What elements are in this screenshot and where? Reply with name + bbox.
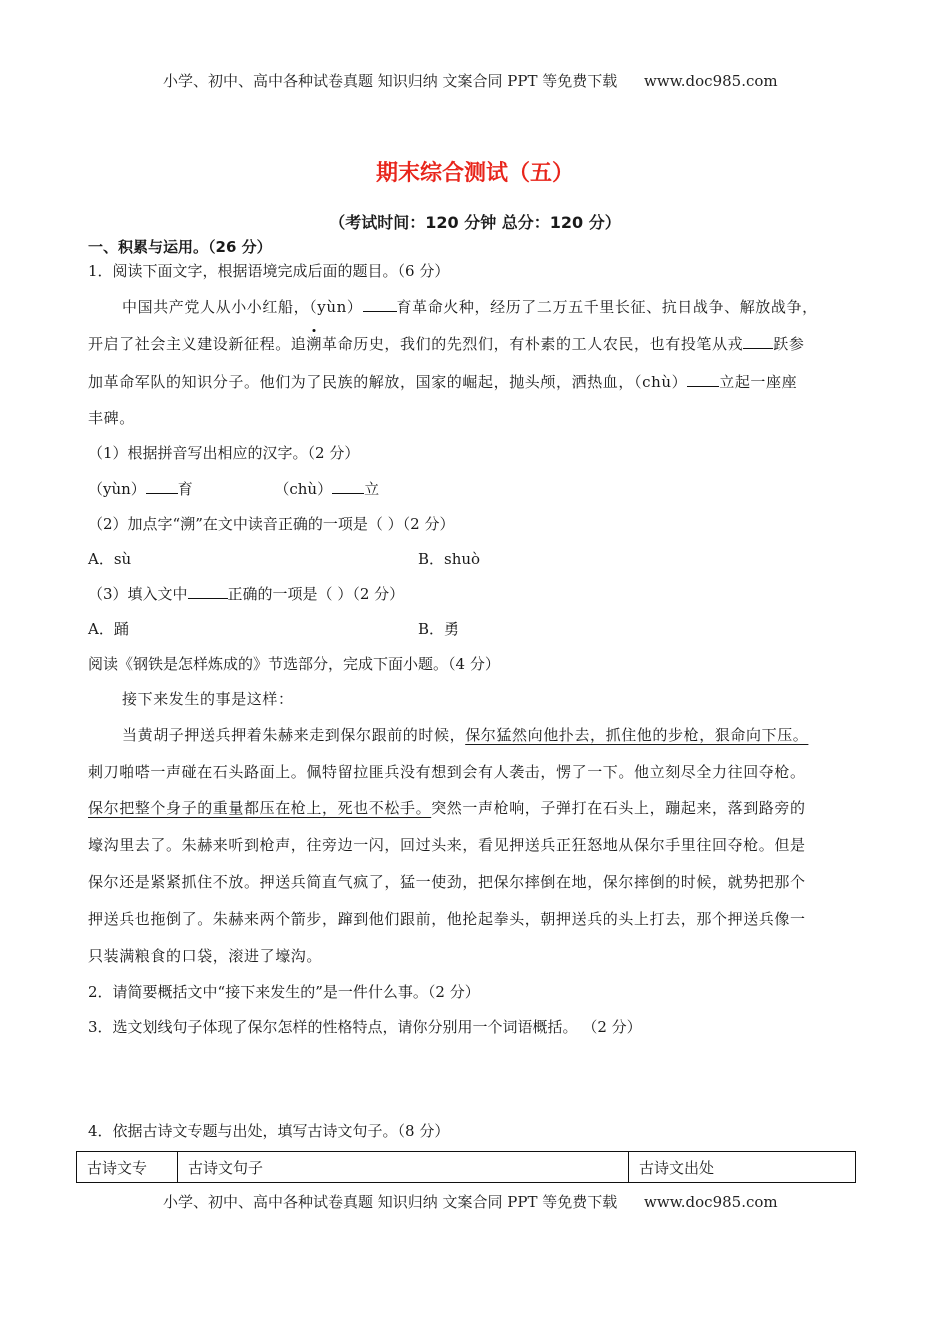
underlined-sentence-2: 保尔把整个身子的重量都压在枪上，死也不松手。 xyxy=(88,799,432,817)
header-text: 小学、初中、高中各种试卷真题 知识归纳 文案合同 PPT 等免费下载 xyxy=(163,72,618,90)
reading-intro: 阅读《钢铁是怎样炼成的》节选部分，完成下面小题。（4 分） xyxy=(88,655,500,673)
reading-line-4: 壕沟里去了。朱赫来听到枪声，往旁边一闪，回过头来，看见押送兵正狂怒地从保尔手里往回夺枪。但是 xyxy=(88,836,806,854)
dotted-char: 溯 xyxy=(306,335,323,353)
page-title: 期末综合测试（五） xyxy=(375,161,574,186)
reading-line-1: 当黄胡子押送兵押着朱赫来走到保尔跟前的时候，保尔猛然向他扑去，抓住他的步枪，狠命向下压。 xyxy=(122,726,809,744)
reading-line-5: 保尔还是紧紧抓住不放。押送兵简直气疯了，猛一使劲，把保尔摔倒在地，保尔摔倒的时候，就势把那个 xyxy=(88,873,806,891)
reading-line-7: 只装满粮食的口袋，滚进了壕沟。 xyxy=(88,947,323,965)
passage-line-2: 开启了社会主义建设新征程。追溯革命历史，我们的先烈们，有朴素的工人农民，也有投笔从戎 跃参 xyxy=(88,335,805,353)
option-b[interactable]: B．shuò xyxy=(418,550,481,568)
reading-line-6: 押送兵也拖倒了。朱赫来两个箭步，蹿到他们跟前，他抡起拳头，朝押送兵的头上打去，那个押送兵像一 xyxy=(88,910,806,928)
question-2: 2．请简要概括文中“接下来发生的”是一件什么事。（2 分） xyxy=(88,983,480,1001)
stem-blank xyxy=(188,583,228,599)
reading-line-2: 刺刀啪嗒一声碰在石头路面上。佩特留拉匪兵没有想到会有人袭击，愣了一下。他立刻尽全力往回夺枪。 xyxy=(88,763,806,781)
question-4-stem: 4．依据古诗文专题与出处，填写古诗文句子。（8 分） xyxy=(88,1122,450,1140)
header-site: www.doc985.com xyxy=(644,72,778,90)
blank-chu[interactable] xyxy=(687,371,719,387)
option-a[interactable]: A．踊 xyxy=(88,620,129,638)
footer-text: 小学、初中、高中各种试卷真题 知识归纳 文案合同 PPT 等免费下载 xyxy=(163,1193,618,1211)
option-a[interactable]: A．sù xyxy=(88,550,132,568)
table-header-cell: 古诗文出处 xyxy=(629,1152,856,1183)
footer-site: www.doc985.com xyxy=(644,1193,778,1211)
option-b[interactable]: B．勇 xyxy=(418,620,460,638)
reading-line-0: 接下来发生的事是这样： xyxy=(122,690,294,708)
page-header xyxy=(163,70,778,91)
question-1-stem: 1．阅读下面文字，根据语境完成后面的题目。（6 分） xyxy=(88,262,450,280)
reading-line-3: 保尔把整个身子的重量都压在枪上，死也不松手。突然一声枪响，子弹打在石头上，蹦起来，落到路旁的 xyxy=(88,799,806,817)
passage-line-1: 中国共产党人从小小红船，（yùn） 育革命火种，经历了二万五千里长征、抗日战争、解放战争， xyxy=(122,298,818,316)
blank-yong[interactable] xyxy=(743,333,773,349)
section-heading: 一、积累与运用。（26 分） xyxy=(88,238,272,256)
sub-question-3: （3）填入文中 正确的一项是（ ）（2 分） xyxy=(88,585,405,603)
table-header-row xyxy=(77,1152,856,1183)
question-3: 3．选文划线句子体现了保尔怎样的性格特点，请你分别用一个词语概括。 （2 分） xyxy=(88,1018,642,1036)
exam-info: （考试时间：120 分钟 总分：120 分） xyxy=(329,213,621,232)
sub-question-1: （1）根据拼音写出相应的汉字。（2 分） xyxy=(88,444,360,462)
table-header-cell: 古诗文句子 xyxy=(178,1152,629,1183)
sub-question-2: （2）加点字“溯”在文中读音正确的一项是（ ）（2 分） xyxy=(88,515,455,533)
answer-blank-yun[interactable] xyxy=(146,478,178,494)
blank-yun[interactable] xyxy=(363,296,397,312)
page-footer xyxy=(163,1191,778,1212)
passage-line-3: 加革命军队的知识分子。他们为了民族的解放，国家的崛起，抛头颅，洒热血，（chù） 立起一座座 xyxy=(88,373,798,391)
passage-line-4: 丰碑。 xyxy=(88,409,135,427)
underlined-sentence-1: 保尔猛然向他扑去，抓住他的步枪，狠命向下压。 xyxy=(465,726,809,744)
table-header-cell: 古诗文专 xyxy=(77,1152,178,1183)
answer-blank-chu[interactable] xyxy=(332,478,364,494)
sub-question-1-answers: （yùn） 育 （chù） 立 xyxy=(88,480,380,498)
poem-table xyxy=(76,1151,856,1183)
